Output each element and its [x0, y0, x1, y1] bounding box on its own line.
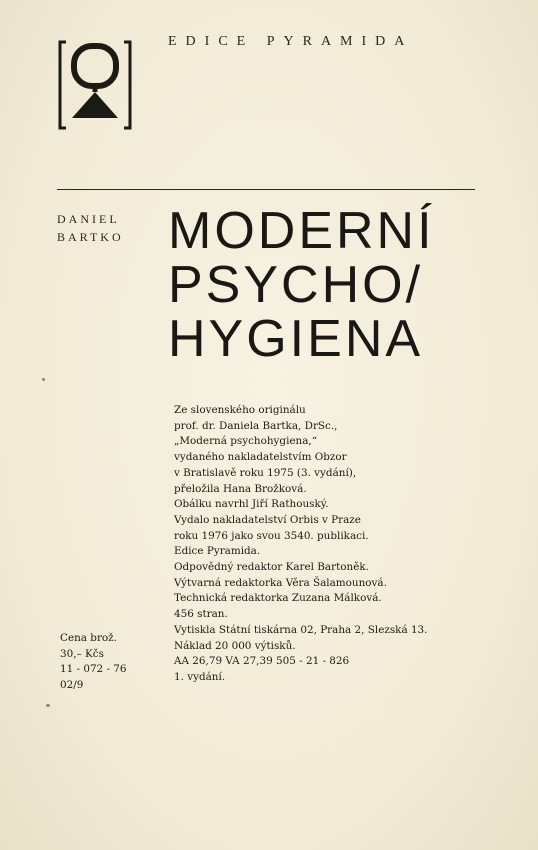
series-name: EDICE PYRAMIDA [168, 34, 414, 49]
title-line: HYGIENA [168, 310, 424, 368]
imprint-line: Ze slovenského originálu [174, 404, 306, 416]
pyramida-logo-icon [58, 40, 132, 130]
imprint-line: „Moderná psychohygiena,“ [174, 435, 318, 448]
price-line: 11 - 072 - 76 [60, 663, 127, 676]
title-line: MODERNÍ [168, 202, 435, 260]
imprint-line: prof. dr. Daniela Bartka, DrSc., [174, 419, 338, 432]
price-block [60, 631, 127, 694]
imprint-line: přeložila Hana Brožková. [174, 482, 307, 495]
book-title [168, 204, 435, 366]
divider-line [57, 189, 475, 190]
imprint-line: Vytiskla Státní tiskárna 02, Praha 2, Slezská 13. [174, 623, 428, 636]
imprint-line: Obálku navrhl Jiří Rathouský. [174, 498, 329, 511]
imprint-line: AA 26,79 VA 27,39 505 - 21 - 826 [174, 655, 350, 668]
imprint-line: Technická redaktorka Zuzana Málková. [174, 592, 382, 605]
imprint-line: Vydalo nakladatelství Orbis v Praze [174, 513, 361, 526]
author-first-name: DANIEL [57, 212, 120, 226]
price-line: 30,– Kčs [60, 647, 104, 660]
imprint-line: v Bratislavě roku 1975 (3. vydání), [174, 466, 357, 479]
imprint-line: roku 1976 jako svou 3540. publikaci. [174, 529, 369, 542]
imprint-line: Výtvarná redaktorka Věra Šalamounová. [174, 576, 387, 589]
imprint-line: 1. vydání. [174, 670, 226, 683]
title-line: PSYCHO/ [168, 256, 424, 314]
imprint-line: 456 stran. [174, 608, 228, 621]
paper-speck [42, 378, 45, 381]
imprint-line: Odpovědný redaktor Karel Bartoněk. [174, 561, 369, 574]
imprint-block [174, 403, 474, 686]
price-line: Cena brož. [60, 632, 117, 644]
price-line: 02/9 [60, 679, 84, 692]
author-last-name: BARTKO [57, 230, 124, 244]
imprint-line: vydaného nakladatelstvím Obzor [174, 451, 347, 464]
imprint-line: Edice Pyramida. [174, 545, 261, 558]
author-name [57, 210, 124, 246]
paper-speck [46, 704, 50, 707]
imprint-line: Náklad 20 000 výtisků. [174, 639, 296, 652]
